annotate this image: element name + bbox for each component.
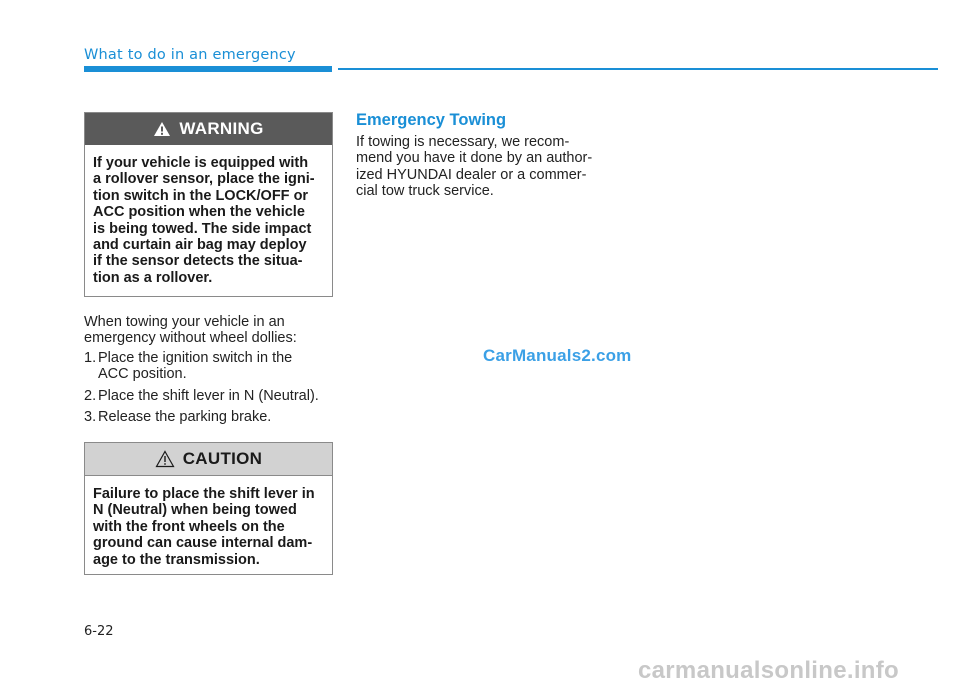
header-rule-thin	[338, 68, 938, 70]
step-text: Place the shift lever in N (Neutral).	[98, 387, 319, 404]
list-item	[84, 388, 336, 404]
warning-line: a rollover sensor, place the igni-	[93, 171, 315, 188]
caution-box	[84, 442, 333, 575]
towing-line: If towing is necessary, we recom-	[356, 134, 570, 150]
warning-box	[84, 112, 333, 297]
warning-line: tion switch in the LOCK/OFF or	[93, 187, 309, 204]
warning-triangle-icon	[153, 121, 171, 137]
step-text: Place the ignition switch in the	[98, 350, 293, 366]
step-text-continued: ACC position.	[98, 366, 187, 383]
caution-line: with the front wheels on the	[93, 518, 285, 535]
list-item	[84, 350, 336, 383]
intro-line: emergency without wheel dollies:	[84, 330, 297, 347]
step-number: 2.	[84, 387, 97, 404]
emergency-towing-text	[356, 134, 606, 200]
warning-line: tion as a rollover.	[93, 269, 213, 286]
caution-line: Failure to place the shift lever in	[93, 486, 315, 502]
list-item	[84, 409, 336, 425]
caution-triangle-icon	[155, 450, 175, 468]
towing-steps	[84, 350, 336, 431]
warning-line: and curtain air bag may deploy	[93, 237, 307, 254]
towing-intro	[84, 314, 336, 347]
warning-line: If your vehicle is equipped with	[93, 155, 309, 171]
caution-header	[85, 443, 332, 476]
step-text: Release the parking brake.	[98, 409, 272, 426]
emergency-towing-heading: Emergency Towing	[356, 111, 507, 129]
watermark-carmanuals2: CarManuals2.com	[483, 346, 632, 365]
caution-title: CAUTION	[182, 449, 263, 468]
warning-body	[85, 145, 332, 286]
towing-line: mend you have it done by an author-	[356, 150, 593, 167]
caution-line: N (Neutral) when being towed	[93, 502, 297, 519]
page-number: 6-22	[84, 624, 114, 639]
towing-line: cial tow truck service.	[356, 183, 494, 200]
watermark-carmanualsonline: carmanualsonline.info	[638, 657, 900, 684]
caution-line: age to the transmission.	[93, 551, 260, 568]
warning-line: is being towed. The side impact	[93, 220, 312, 237]
warning-line: ACC position when the vehicle	[93, 204, 305, 221]
step-number: 3.	[84, 409, 97, 426]
warning-line: if the sensor detects the situa-	[93, 253, 303, 270]
warning-title: WARNING	[179, 119, 264, 138]
caution-body	[85, 476, 332, 568]
towing-line: ized HYUNDAI dealer or a commer-	[356, 166, 587, 183]
caution-line: ground can cause internal dam-	[93, 535, 313, 552]
step-number: 1.	[84, 350, 97, 366]
section-title: What to do in an emergency	[84, 47, 296, 63]
header-rule-thick	[84, 66, 332, 72]
warning-header	[85, 113, 332, 145]
intro-line: When towing your vehicle in an	[84, 314, 285, 330]
